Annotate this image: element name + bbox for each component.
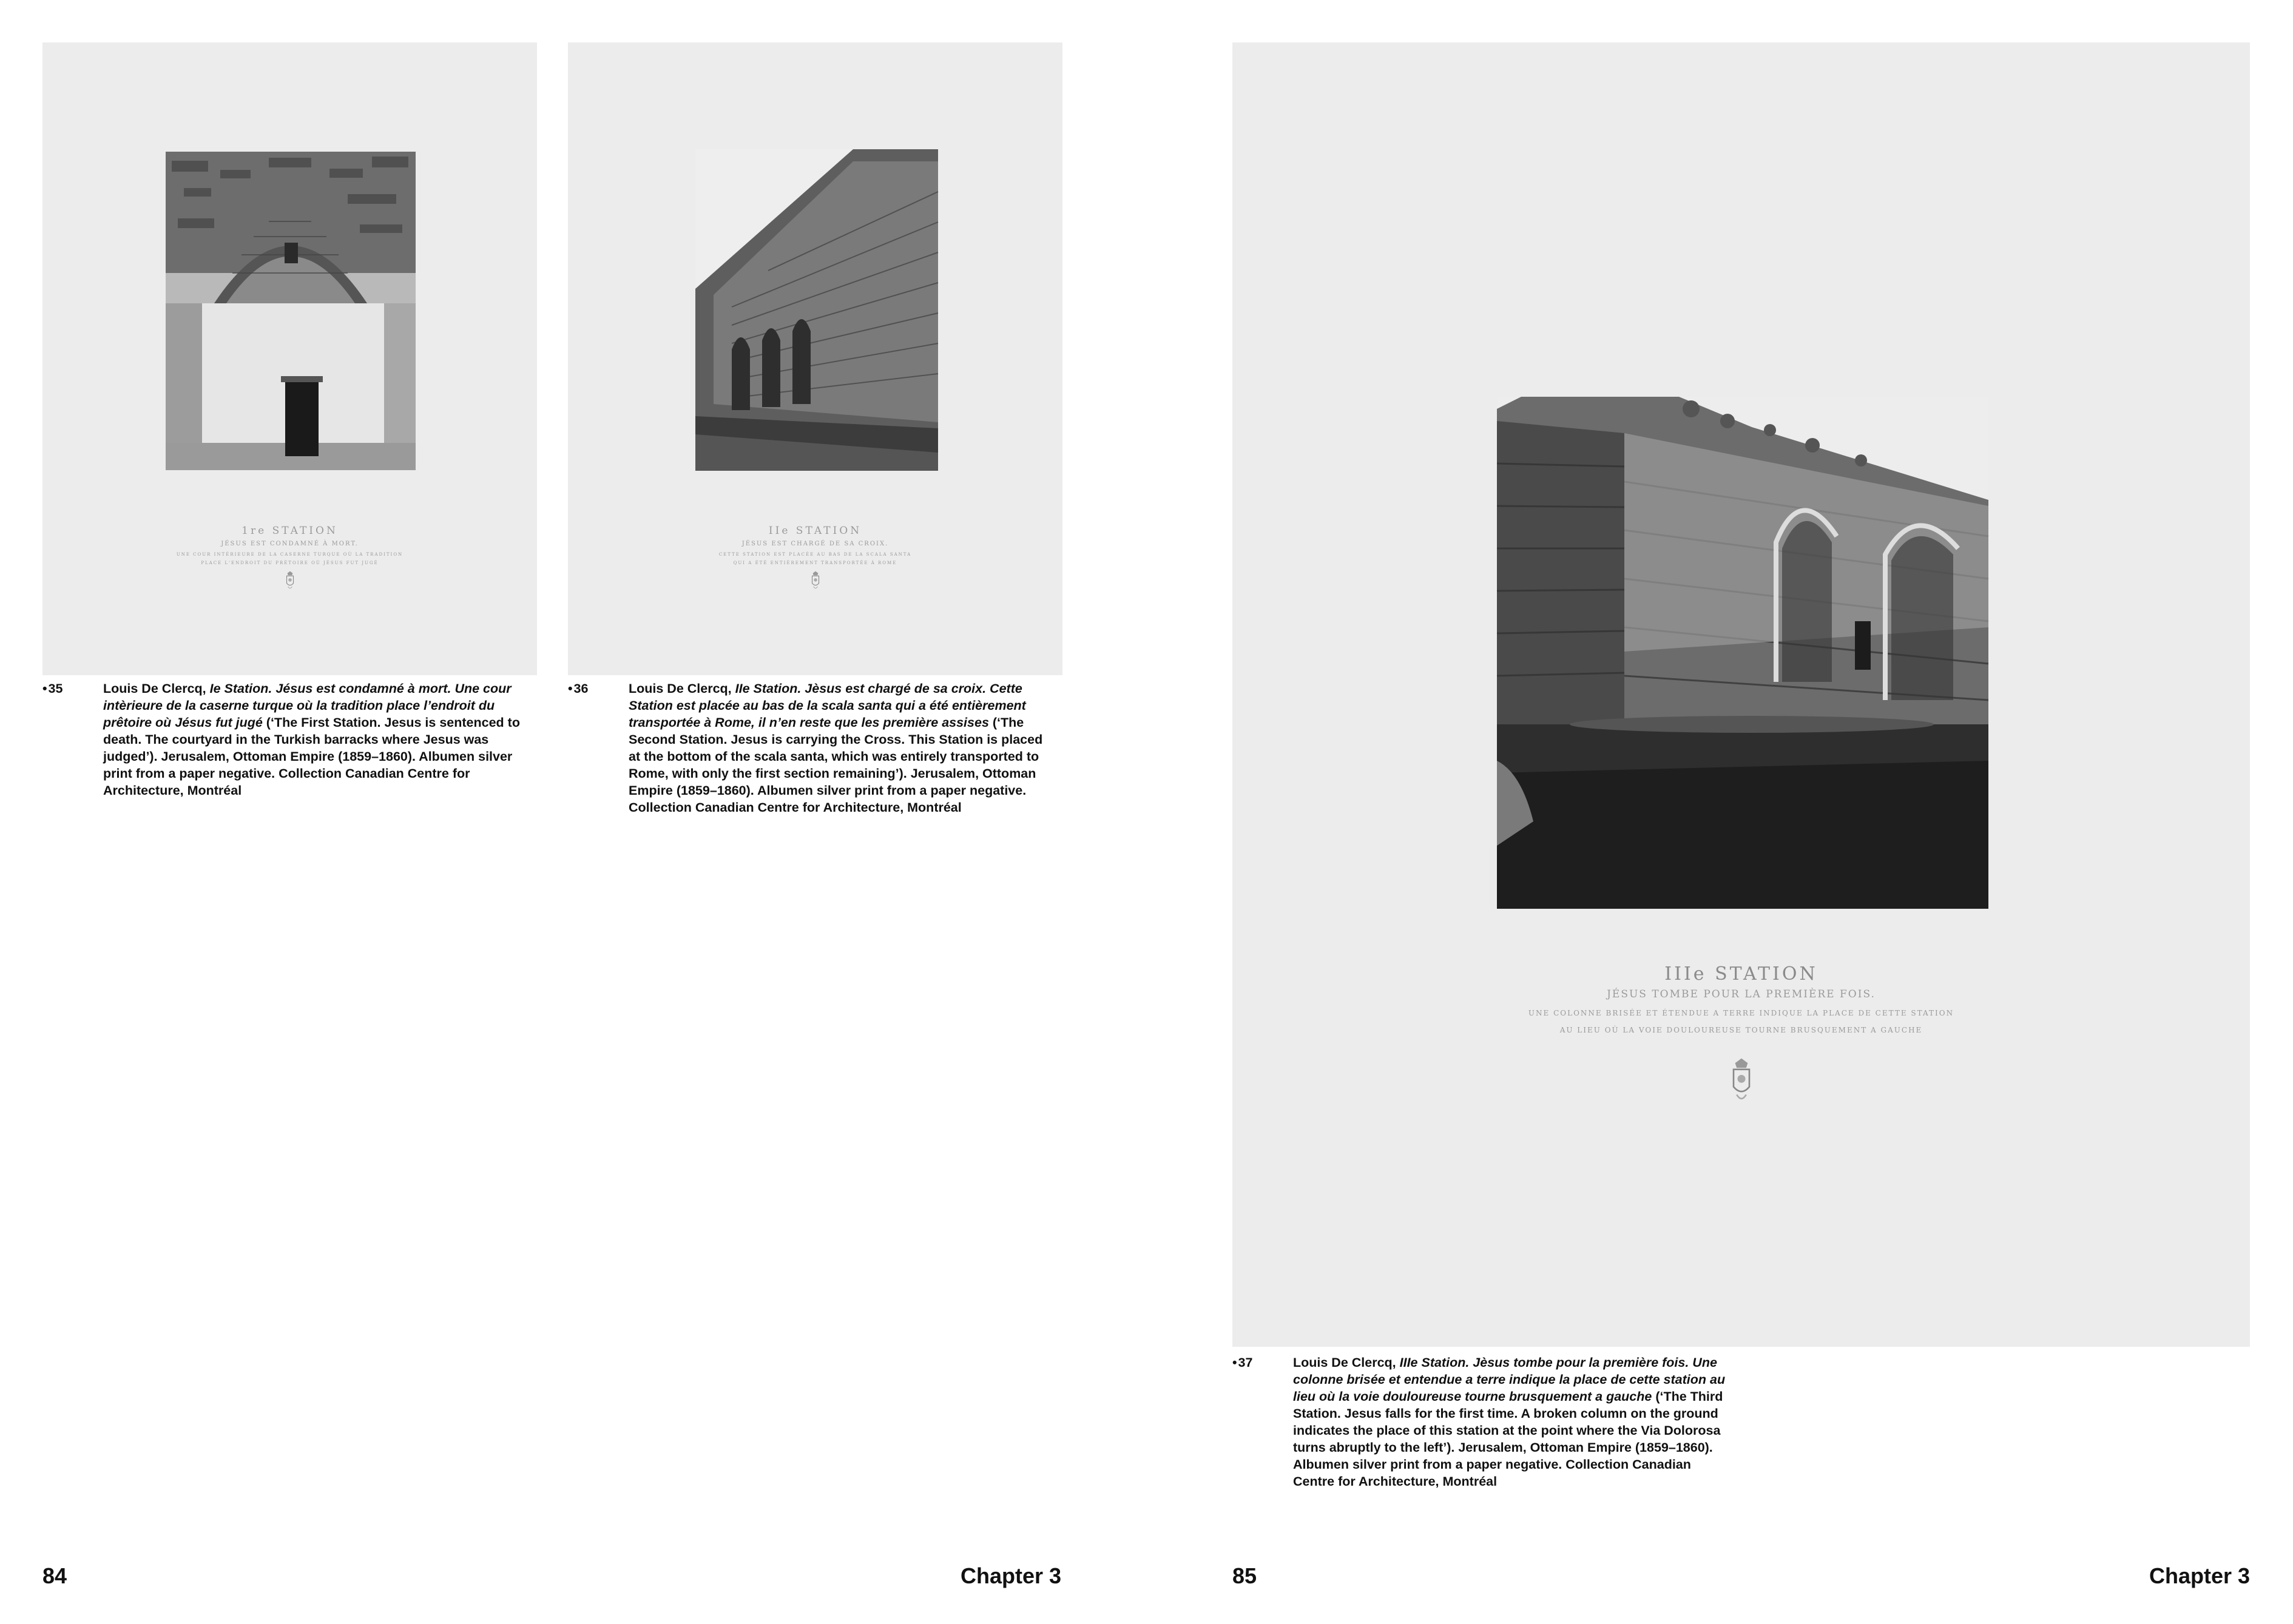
plate-station-subtitle: JÉSUS EST CHARGÉ DE SA CROIX. (741, 541, 889, 547)
plate-caption-35 (42, 525, 537, 565)
caption-author: Louis De Clercq, (103, 681, 210, 696)
caption-number: • 36 (568, 680, 588, 697)
caption-title: Ie Station. Jésus est condamné à mort. Une cour intèrieure de la caserne turque où la tradition place l’endroit du prêtoire où Jésus fut jugé (103, 681, 512, 730)
caption-author: Louis De Clercq, (1293, 1355, 1400, 1370)
caption-title: IIIe Station. Jèsus tombe pour la première fois. Une colonne brisée et entendue a terre indique la place de cette station au lieu où la voie douloureuse tourne brusquement a gauche (1293, 1355, 1726, 1404)
plate-station-line: AU LIEU OÙ LA VOIE DOULOUREUSE TOURNE BRUSQUEMENT A GAUCHE (1559, 1026, 1923, 1034)
caption-text: (‘The First Station. Jesus is sentenced to death. The courtyard in the Turkish barracks where Jesus was judged’). Jerusalem, Ottoman Empire (1859–1860). Albumen silver print from a paper negative. Collection Canadian Centre for Architecture, Montréal (103, 715, 520, 798)
crest-icon (1726, 1056, 1757, 1105)
plate-station-title: IIIe STATION (1664, 963, 1818, 985)
crest-icon (283, 570, 297, 591)
plate-image-36 (568, 42, 1062, 675)
caption-number: • 37 (1232, 1354, 1252, 1371)
caption-author: Louis De Clercq, (629, 681, 735, 696)
photo-third-station (1232, 42, 2250, 1347)
left-page (0, 0, 1146, 1624)
caption-number: • 35 (42, 680, 62, 697)
page-number: 84 (42, 1563, 67, 1588)
plate-station-title: 1re STATION (241, 525, 338, 537)
running-head: Chapter 3 (2149, 1563, 2250, 1588)
plate-caption-36 (568, 525, 1062, 565)
running-head: Chapter 3 (960, 1563, 1061, 1588)
plate-station-line: PLACE L'ENDROIT DU PRÉTOIRE OÙ JÉSUS FUT JUGÉ (201, 561, 379, 565)
caption-text: (‘The Third Station. Jesus falls for the first time. A broken column on the ground indicates the place of this station at the point where the Via Dolorosa turns abruptly to the left’). Jerusalem, Ottoman Empire (1859–1860). Albumen silver print from a paper negative. Collection Canadian Centre for Architecture, Montréal (1293, 1389, 1723, 1489)
caption-title: IIe Station. Jèsus est chargé de sa croix. Cette Station est placée au bas de la scala santa qui a été entièrement transportée à Rome, il n’en reste que les première assises (629, 681, 1026, 730)
plate-image-35 (42, 42, 537, 675)
plate-image-37 (1232, 42, 2250, 1347)
plate-station-subtitle: JÉSUS TOMBE POUR LA PREMIÈRE FOIS. (1607, 988, 1876, 1000)
right-page (1146, 0, 2293, 1624)
plate-caption-37 (1232, 963, 2250, 1034)
plate-station-line: CETTE STATION EST PLACÉE AU BAS DE LA SCALA SANTA (718, 552, 912, 557)
plate-station-line: QUI A ÉTÉ ENTIÈREMENT TRANSPORTÉE À ROME (733, 561, 897, 565)
plate-station-title: IIe STATION (768, 525, 862, 537)
plate-station-subtitle: JÉSUS EST CONDAMNÉ À MORT. (221, 541, 359, 547)
crest-icon (809, 570, 822, 591)
plate-station-line: UNE COUR INTÉRIEURE DE LA CASERNE TURQUE OÙ LA TRADITION (176, 552, 404, 557)
plate-station-line: UNE COLONNE BRISÉE ET ÉTENDUE A TERRE INDIQUE LA PLACE DE CETTE STATION (1528, 1009, 1954, 1017)
caption-text: (‘The Second Station. Jesus is carrying the Cross. This Station is placed at the bottom of the scala santa, which was entirely transported to Rome, with only the first section remaining’). Jerusalem, Ottoman Empire (1859–1860). Albumen silver print from a paper negative. Collection Canadian Centre for Architecture, Montréal (629, 715, 1043, 815)
page-number: 85 (1232, 1563, 1257, 1588)
